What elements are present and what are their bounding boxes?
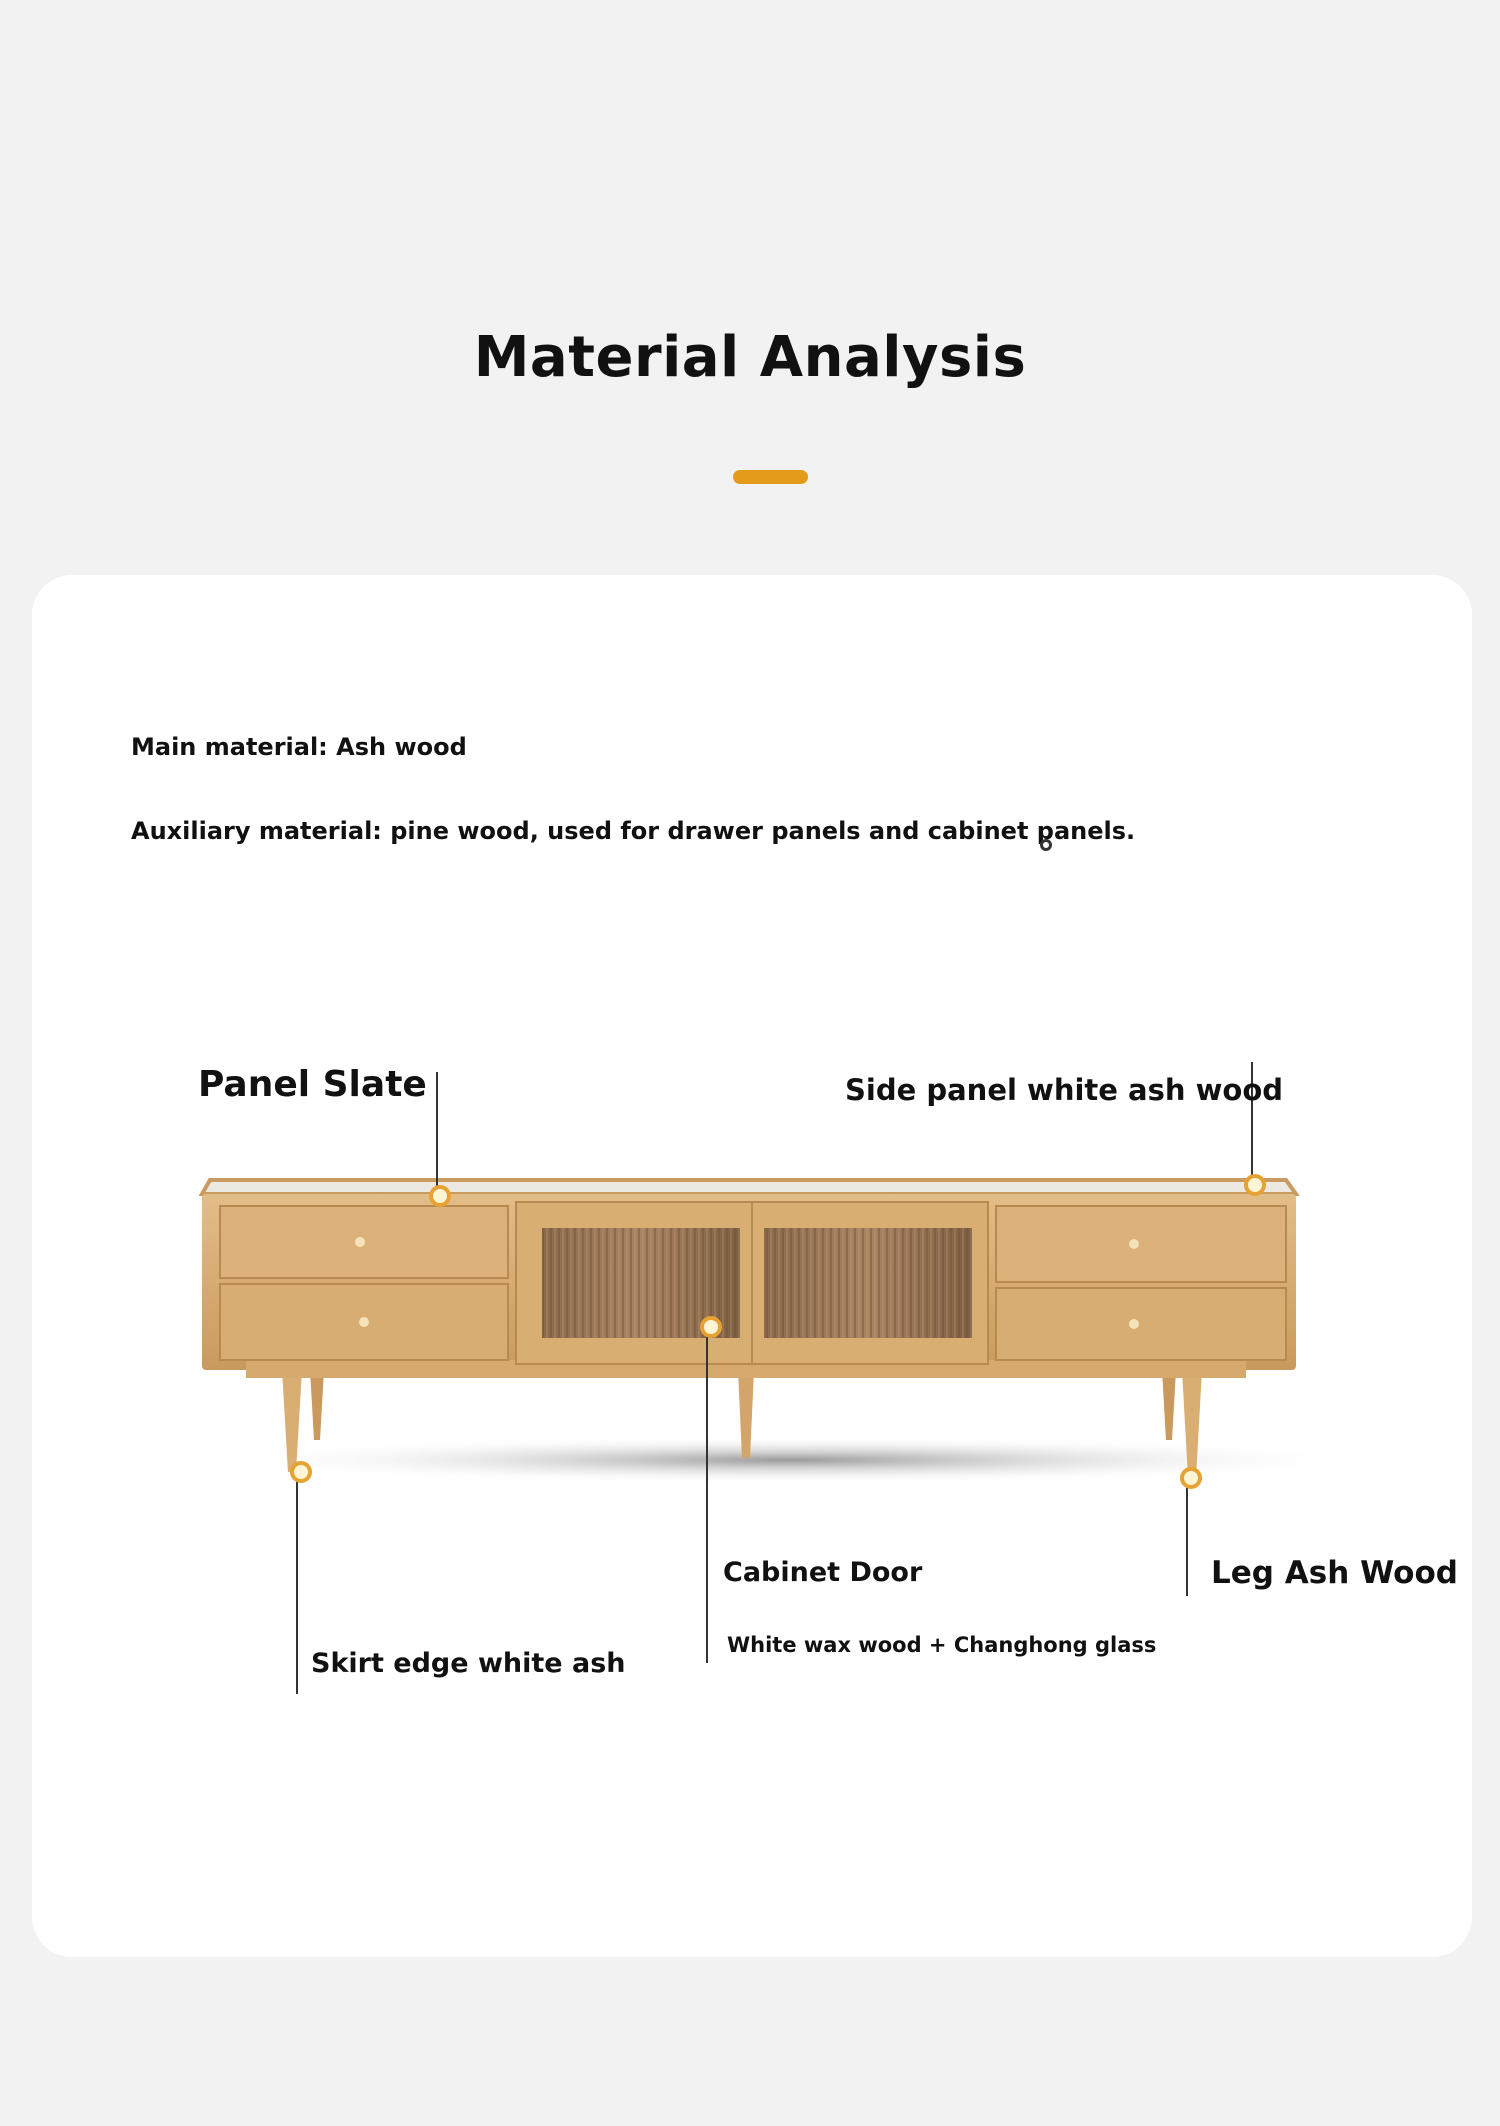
ring-icon	[1040, 839, 1052, 851]
cabinet-door-detail: White wax wood + Changhong glass	[727, 1633, 1157, 1657]
skirt-edge-leader	[296, 1468, 298, 1694]
right-drawer-bottom	[996, 1288, 1286, 1360]
leg-hotspot[interactable]	[1180, 1467, 1202, 1489]
leg-back-left	[310, 1370, 324, 1440]
skirt-edge-label: Skirt edge white ash	[311, 1648, 626, 1679]
glass-right-flutes	[764, 1228, 972, 1338]
knob	[355, 1237, 365, 1247]
panel-slate-label: Panel Slate	[198, 1064, 427, 1105]
knob	[1129, 1319, 1139, 1329]
panel-slate-leader	[436, 1072, 438, 1190]
knob	[1129, 1239, 1139, 1249]
page-title: Material Analysis	[473, 325, 1027, 390]
panel-slate-hotspot[interactable]	[429, 1185, 451, 1207]
cabinet-door-hotspot[interactable]	[700, 1316, 722, 1338]
cabinet-door-leader	[706, 1323, 708, 1663]
slate-top	[202, 1180, 1296, 1194]
right-drawer-top	[996, 1206, 1286, 1282]
side-panel-hotspot[interactable]	[1244, 1174, 1266, 1196]
leg-leader	[1186, 1474, 1188, 1596]
leg-back-right	[1162, 1370, 1176, 1440]
side-panel-label: Side panel white ash wood	[845, 1073, 1284, 1107]
auxiliary-material-text: Auxiliary material: pine wood, used for drawer panels and cabinet panels.	[131, 817, 1136, 845]
skirt-edge-hotspot[interactable]	[290, 1461, 312, 1483]
cabinet-door-label: Cabinet Door	[723, 1557, 923, 1588]
leg-label: Leg Ash Wood	[1211, 1555, 1458, 1591]
tv-cabinet-image	[190, 1160, 1390, 1500]
title-accent-bar	[733, 470, 808, 484]
main-material-text: Main material: Ash wood	[131, 733, 467, 761]
knob	[359, 1317, 369, 1327]
